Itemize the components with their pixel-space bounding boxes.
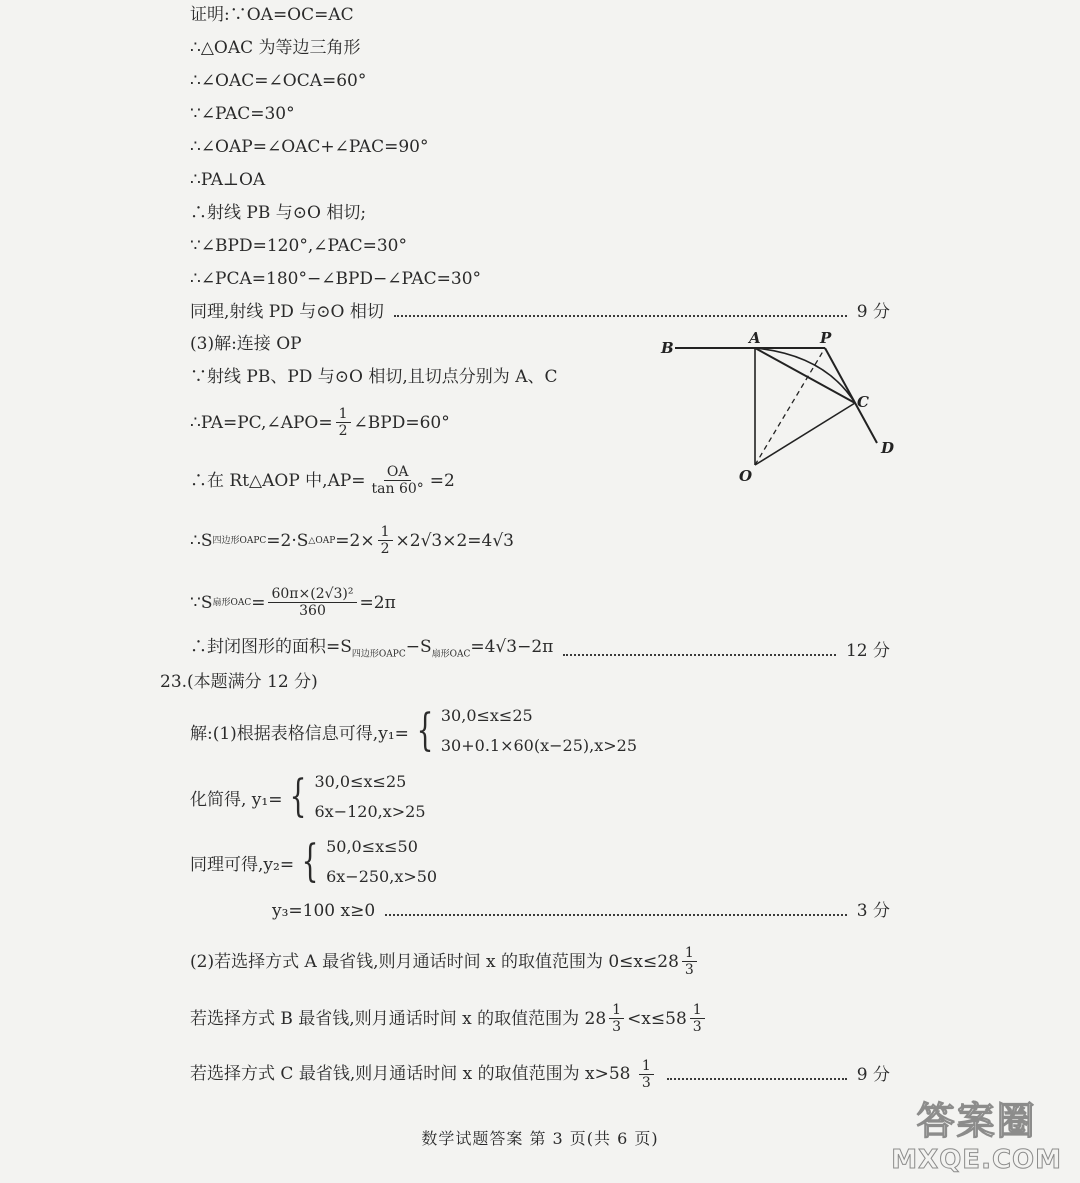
- cases: [441, 701, 637, 761]
- label-o: O: [739, 467, 753, 485]
- numerator: 1: [682, 945, 697, 962]
- label-b: B: [661, 339, 674, 357]
- fraction: [690, 1002, 705, 1035]
- numerator: 60π×(2√3)²: [268, 586, 356, 603]
- proof-line-3: ∴∠OAC=∠OCA=60°: [190, 71, 367, 91]
- score-line-9: [190, 301, 890, 323]
- y1-simplified: [190, 767, 426, 827]
- proof-line-5: ∴∠OAP=∠OAC+∠PAC=90°: [190, 137, 429, 157]
- case-2: 6x−120,x>25: [314, 802, 426, 821]
- part3-line-2: ∵射线 PB、PD 与⊙O 相切,且切点分别为 A、C: [190, 367, 558, 387]
- subscript: △OAP: [308, 535, 336, 546]
- leader-dots: [563, 654, 836, 656]
- left-brace: {: [416, 705, 434, 756]
- denominator: tan 60°: [371, 481, 424, 497]
- denominator: 3: [684, 962, 694, 978]
- text-segment: <x≤58: [627, 1008, 687, 1029]
- fraction: [369, 464, 427, 497]
- q2-option-b: [190, 1002, 708, 1035]
- text-segment: =2: [429, 470, 455, 491]
- fraction: [639, 1058, 654, 1091]
- text-segment: ∴封闭图形的面积=S: [190, 637, 352, 657]
- score-line-12: [190, 636, 890, 665]
- part3-line-4: [190, 464, 455, 497]
- text-segment: =2·S: [266, 530, 309, 551]
- proof-line-1: 证明:∵OA=OC=AC: [190, 5, 354, 25]
- denominator: 360: [299, 603, 326, 619]
- numerator: 1: [609, 1002, 624, 1019]
- piecewise-label: 解:(1)根据表格信息可得,y₁=: [190, 723, 409, 744]
- watermark-logo: [891, 1090, 1062, 1175]
- fraction: [336, 406, 351, 439]
- denominator: 2: [338, 423, 348, 439]
- y1-piecewise: [190, 701, 637, 761]
- case-1: 30,0≤x≤25: [314, 772, 407, 791]
- case-2: 30+0.1×60(x−25),x>25: [440, 736, 637, 755]
- text-segment: ∠BPD=60°: [353, 412, 450, 433]
- proof-line-2: ∴△OAC 为等边三角形: [190, 38, 361, 58]
- numerator: OA: [384, 464, 412, 481]
- text-segment: ∵S: [190, 592, 213, 613]
- score-mark: 3 分: [856, 901, 890, 921]
- q2-option-c: [190, 1058, 890, 1091]
- watermark-en: MXQE.COM: [891, 1145, 1062, 1175]
- text-segment: =2π: [359, 592, 396, 613]
- subscript: 四边形OAPC: [351, 649, 406, 660]
- q23-header: 23.(本题满分 12 分): [160, 672, 318, 692]
- page-footer: 数学试题答案 第 3 页(共 6 页): [421, 1129, 659, 1148]
- piecewise-label: 化简得, y₁=: [190, 789, 283, 810]
- text-segment: −S: [405, 637, 432, 657]
- text-segment: =4√3−2π: [470, 637, 554, 657]
- y2-piecewise: [190, 832, 437, 892]
- text-segment: (2)若选择方式 A 最省钱,则月通话时间 x 的取值范围为 0≤x≤28: [190, 951, 679, 972]
- label-a: A: [749, 329, 761, 347]
- cases: [314, 767, 425, 827]
- left-brace: {: [290, 771, 307, 822]
- fraction: [609, 1002, 624, 1035]
- proof-line-7: ∴射线 PB 与⊙O 相切;: [190, 203, 367, 223]
- proof-line-6: ∴PA⊥OA: [190, 170, 266, 190]
- text-segment: ∴PA=PC,∠APO=: [190, 412, 333, 433]
- fraction: [682, 945, 697, 978]
- label-d: D: [881, 439, 895, 457]
- y3-formula: y₃=100 x≥0: [272, 901, 376, 921]
- score-line-3: [272, 900, 890, 922]
- proof-line-4: ∵∠PAC=30°: [190, 104, 295, 124]
- leader-dots: [394, 315, 847, 317]
- leader-dots: [385, 914, 847, 916]
- fraction: [378, 524, 393, 557]
- text-segment: ∴S: [190, 530, 213, 551]
- text-segment: =2×: [335, 530, 375, 551]
- part3-line-6: [190, 586, 396, 619]
- denominator: 3: [692, 1019, 702, 1035]
- fraction: [268, 586, 356, 619]
- leader-dots: [667, 1078, 847, 1080]
- left-brace: {: [301, 836, 319, 887]
- case-1: 50,0≤x≤50: [326, 837, 418, 856]
- subscript: 扇形OAC: [212, 597, 252, 608]
- part3-line-1: (3)解:连接 OP: [190, 334, 302, 354]
- numerator: 1: [639, 1058, 654, 1075]
- score-mark: 9 分: [856, 1064, 890, 1085]
- segment-oc: [755, 403, 855, 465]
- q2-option-a: [190, 945, 700, 978]
- tangent-diagram: [655, 325, 905, 490]
- label-p: P: [820, 329, 832, 347]
- option-c-text: [190, 1058, 657, 1091]
- text-segment: =: [251, 592, 266, 613]
- proof-line-8: ∵∠BPD=120°,∠PAC=30°: [190, 236, 407, 256]
- text-segment: 若选择方式 B 最省钱,则月通话时间 x 的取值范围为 28: [190, 1008, 607, 1029]
- text-segment: 若选择方式 C 最省钱,则月通话时间 x 的取值范围为 x>58: [190, 1064, 631, 1084]
- numerator: 1: [690, 1002, 705, 1019]
- piecewise-label: 同理可得,y₂=: [190, 854, 295, 875]
- denominator: 2: [380, 541, 390, 557]
- case-1: 30,0≤x≤25: [440, 706, 533, 725]
- denominator: 3: [612, 1019, 622, 1035]
- numerator: 1: [378, 524, 393, 541]
- part3-line-5: [190, 524, 514, 557]
- area-conclusion: [190, 636, 553, 665]
- denominator: 3: [641, 1075, 651, 1091]
- subscript: 扇形OAC: [431, 649, 471, 660]
- text-segment: ∴在 Rt△AOP 中,AP=: [190, 470, 366, 491]
- text-segment: ×2√3×2=4√3: [395, 530, 514, 551]
- label-c: C: [857, 393, 869, 411]
- cases: [326, 832, 437, 892]
- case-2: 6x−250,x>50: [326, 867, 438, 886]
- ray-pd: [825, 348, 877, 443]
- part3-line-3: [190, 406, 450, 439]
- score-mark: 12 分: [845, 640, 890, 661]
- score-line-text: 同理,射线 PD 与⊙O 相切: [190, 302, 384, 322]
- watermark-cn: 答案圈: [916, 1099, 1037, 1143]
- score-mark: 9 分: [856, 302, 890, 322]
- proof-line-9: ∴∠PCA=180°−∠BPD−∠PAC=30°: [190, 269, 482, 289]
- numerator: 1: [336, 406, 351, 423]
- subscript: 四边形OAPC: [212, 535, 267, 546]
